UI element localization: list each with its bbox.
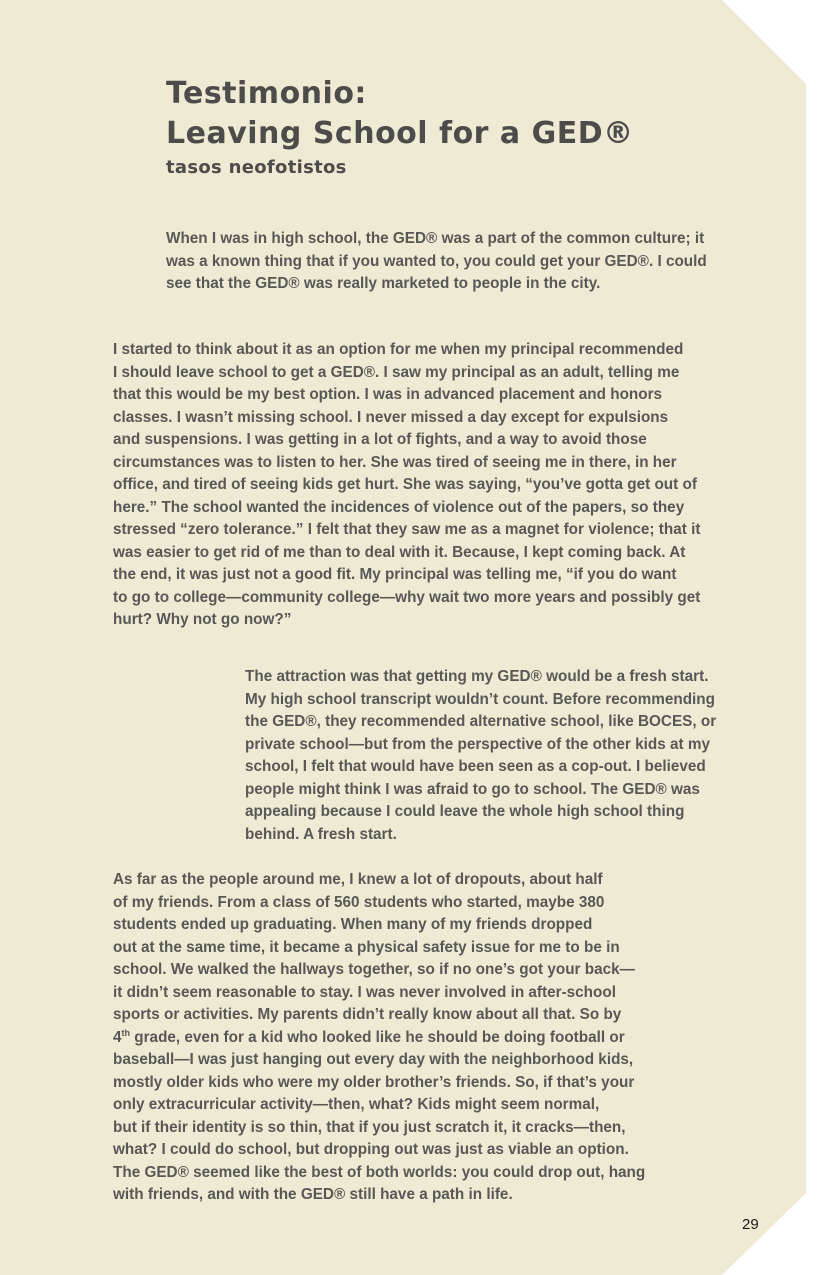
paragraph-dropouts (113, 869, 645, 1207)
paragraph-fresh-start (245, 666, 716, 846)
text-line: When I was in high school, the GED® was a part of the common culture; it (166, 230, 705, 247)
text-line: The attraction was that getting my GED® would be a fresh start. (245, 668, 709, 685)
text-line: that this would be my best option. I was in advanced placement and honors (113, 386, 663, 403)
text-line: people might think I was afraid to go to school. The GED® was (245, 780, 700, 798)
text-line: school, I felt that would have been seen as a cop-out. I believed (245, 758, 706, 775)
text-line: the end, it was just not a good fit. My principal was telling me, “if you do want (113, 566, 677, 583)
text-line: baseball—I was just hanging out every day with the neighborhood kids, (113, 1051, 634, 1068)
text-line: with friends, and with the GED® still have a path in life. (113, 1186, 513, 1203)
text-line: mostly older kids who were my older brother’s friends. So, if that’s your (113, 1073, 635, 1091)
text-line: the GED®, they recommended alternative school, like BOCES, or (245, 713, 717, 730)
text-line: out at the same time, it became a physical safety issue for me to be in (113, 938, 620, 956)
page-number: 29 (742, 1216, 759, 1233)
text-line: private school—but from the perspective of the other kids at my (245, 735, 710, 753)
text-line: only extracurricular activity—then, what? Kids might seem normal, (113, 1096, 600, 1113)
text-line: I should leave school to get a GED®. I saw my principal as an adult, telling me (113, 363, 680, 381)
paragraph-intro (166, 228, 707, 296)
text-line: appealing because I could leave the whole high school thing (245, 803, 685, 820)
text-line: was easier to get rid of me than to deal with it. Because, I kept coming back. At (113, 543, 686, 561)
text-line: hurt? Why not go now?” (113, 611, 292, 628)
text-line: students ended up graduating. When many of my friends dropped (113, 916, 593, 933)
text-line: here.” The school wanted the incidences of violence out of the papers, so they (113, 498, 685, 516)
text-line: to go to college—community college—why wait two more years and possibly get (113, 588, 701, 606)
page-title-line-2: Leaving School for a GED® (166, 116, 634, 151)
text-line: but if their identity is so thin, that if you just scratch it, it cracks—then, (113, 1118, 626, 1136)
author-name: tasos neofotistos (166, 157, 347, 178)
text-line: it didn’t seem reasonable to stay. I was never involved in after-school (113, 983, 616, 1001)
text-line: and suspensions. I was getting in a lot of fights, and a way to avoid those (113, 431, 647, 448)
text-line: see that the GED® was really marketed to people in the city. (166, 275, 601, 292)
text-line: The GED® seemed like the best of both worlds: you could drop out, hang (113, 1163, 646, 1181)
text-line: stressed “zero tolerance.” I felt that they saw me as a magnet for violence; that it (113, 521, 701, 538)
text-line: what? I could do school, but dropping out was just as viable an option. (113, 1141, 629, 1158)
text-line: I started to think about it as an option for me when my principal recommended (113, 341, 684, 358)
text-line: was a known thing that if you wanted to, you could get your GED®. I could (166, 252, 707, 270)
text-line: As far as the people around me, I knew a lot of dropouts, about half (113, 871, 603, 888)
paragraph-principal (113, 339, 700, 632)
text-line: My high school transcript wouldn’t count. Before recommending (245, 690, 715, 708)
text-line: behind. A fresh start. (245, 825, 397, 843)
text-line: school. We walked the hallways together, so if no one’s got your back— (113, 961, 635, 978)
title-block (166, 74, 766, 180)
text-line: classes. I wasn’t missing school. I never missed a day except for expulsions (113, 408, 669, 426)
page-title-line-1: Testimonio: (166, 76, 367, 111)
text-line: sports or activities. My parents didn’t really know about all that. So by (113, 1006, 622, 1023)
text-line: circumstances was to listen to her. She was tired of seeing me in there, in her (113, 453, 677, 471)
text-line: of my friends. From a class of 560 students who started, maybe 380 (113, 893, 605, 911)
text-line: 4th grade, even for a kid who looked like he should be doing football or (113, 1027, 625, 1046)
text-line: office, and tired of seeing kids get hurt. She was saying, “you’ve gotta get out of (113, 476, 697, 493)
